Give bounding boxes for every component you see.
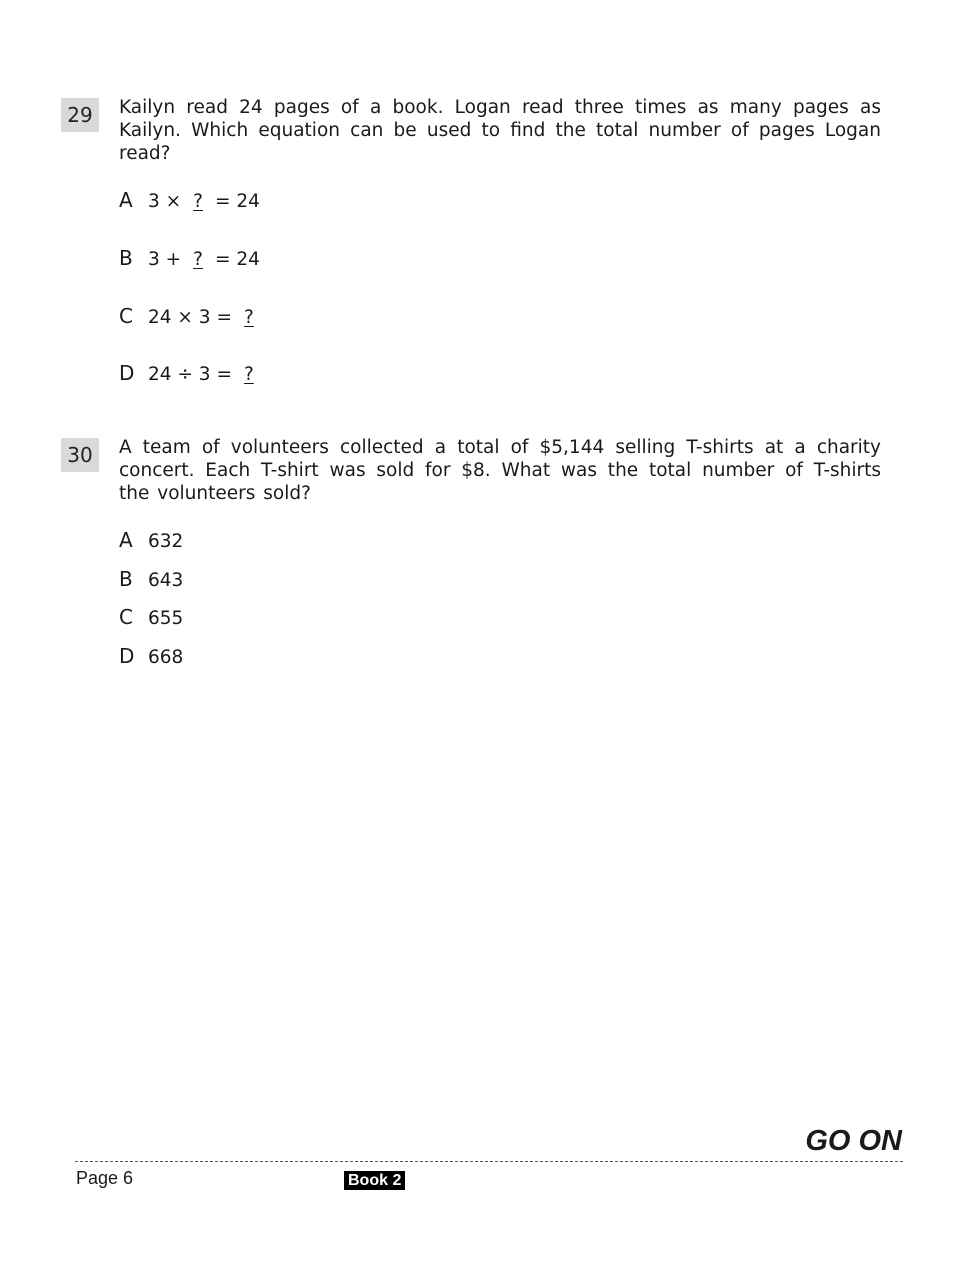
question-30-option-a[interactable] (119, 528, 183, 554)
option-letter: B (119, 567, 133, 591)
option-text: 632 (148, 531, 184, 552)
footer-divider (75, 1161, 903, 1162)
option-expression-end: = 24 (214, 249, 260, 270)
question-30-option-c[interactable] (119, 605, 183, 631)
question-number-30: 30 (61, 438, 99, 472)
option-text: 655 (148, 608, 184, 629)
answer-blank: ? (243, 307, 254, 328)
option-letter: A (119, 528, 133, 552)
option-letter: A (119, 188, 133, 212)
question-29-option-d[interactable] (119, 361, 260, 387)
option-expression-start: 24 ÷ 3 = (148, 364, 232, 385)
option-letter: C (119, 304, 133, 328)
option-letter: D (119, 361, 135, 385)
option-letter: B (119, 246, 133, 270)
option-expression-start: 24 × 3 = (148, 307, 232, 328)
option-expression-start: 3 × (148, 191, 182, 212)
go-on-label: GO ON (805, 1125, 902, 1157)
option-text: 643 (148, 570, 184, 591)
question-29-option-b[interactable] (119, 246, 260, 272)
question-number-29: 29 (61, 98, 99, 132)
option-expression-start: 3 + (148, 249, 182, 270)
question-29-stem: Kailyn read 24 pages of a book. Logan read three times as many pages as Kailyn. Which equation can be used to find the total number of pages Logan read? (119, 97, 881, 164)
question-29-option-a[interactable] (119, 188, 260, 214)
question-30-option-d[interactable] (119, 644, 183, 670)
question-30-option-b[interactable] (119, 567, 183, 593)
answer-blank: ? (243, 364, 254, 385)
option-text: 668 (148, 647, 184, 668)
answer-blank: ? (193, 249, 203, 270)
question-29-option-c[interactable] (119, 304, 260, 330)
option-expression-end: = 24 (214, 191, 260, 212)
page-number: Page 6 (76, 1168, 134, 1188)
option-letter: D (119, 644, 135, 668)
book-badge: Book 2 (344, 1171, 405, 1190)
option-letter: C (119, 605, 133, 629)
question-30-stem: A team of volunteers collected a total of $5,144 selling T-shirts at a charity concert. Each T-shirt was sold for $8. What was the total number of T-shirts the volunteers sold? (119, 437, 881, 504)
answer-blank: ? (193, 191, 203, 212)
